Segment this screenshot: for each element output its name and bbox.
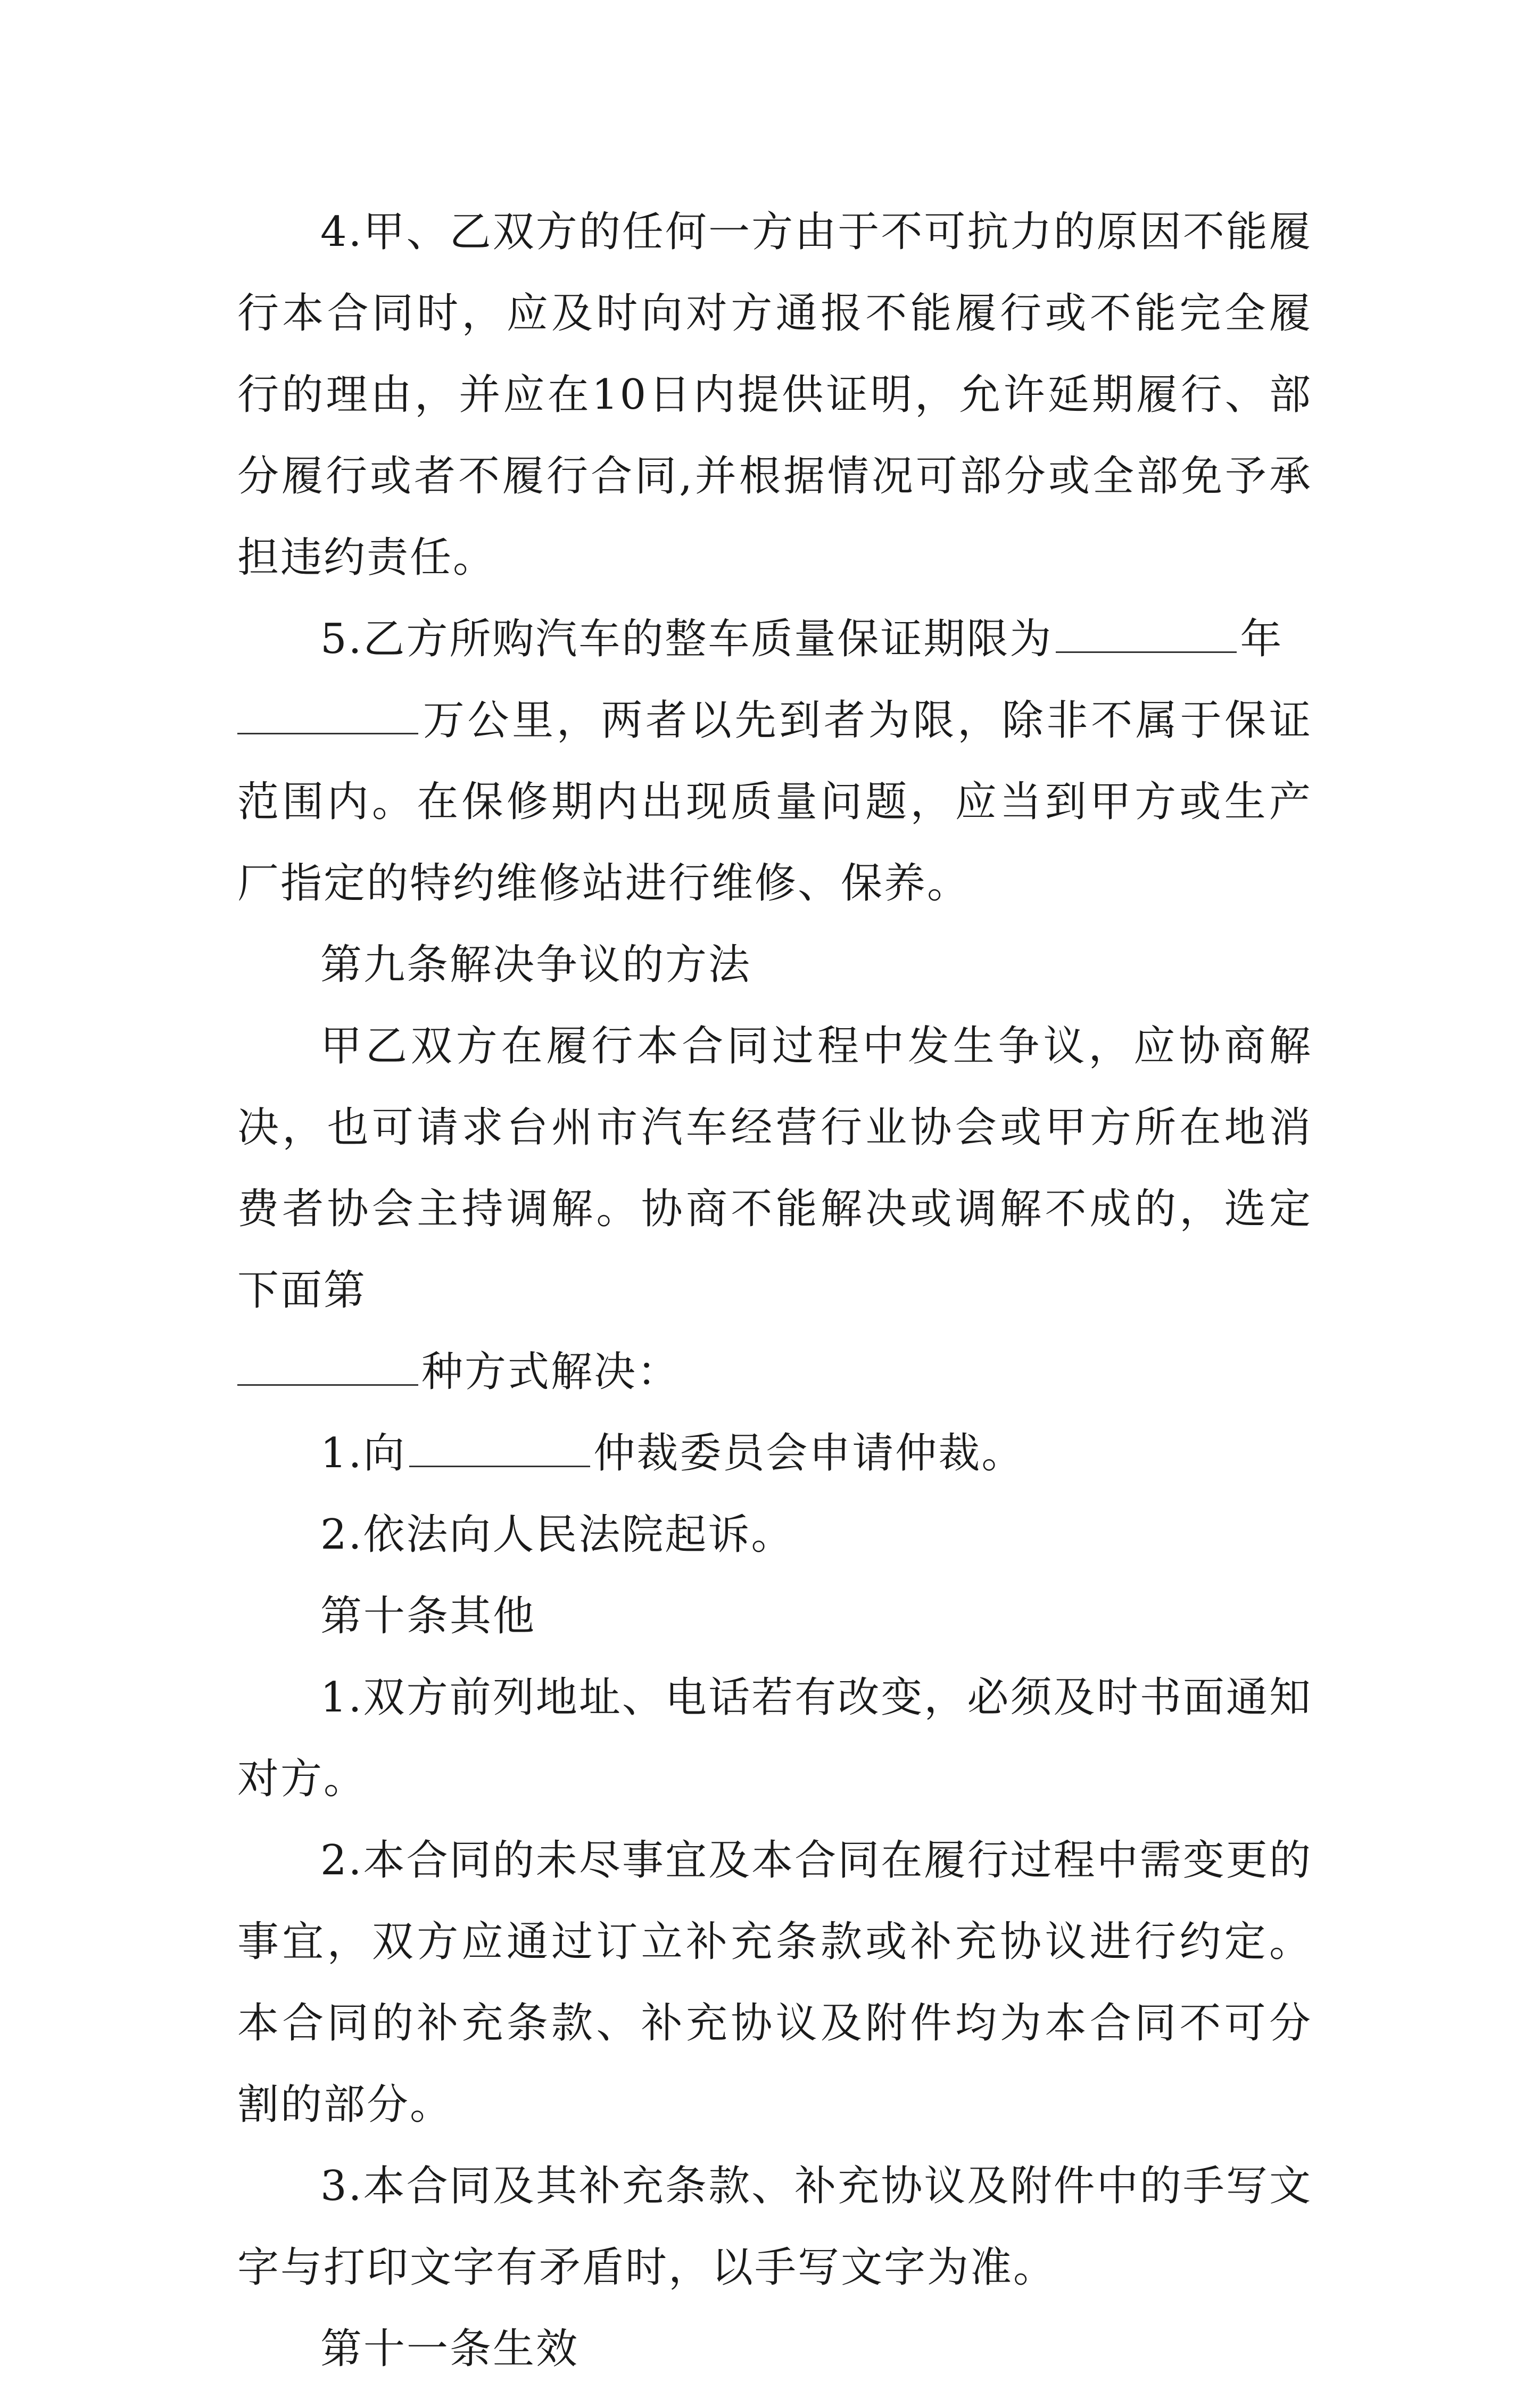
- paragraph-text: 1.双方前列地址、电话若有改变，必须及时书面通知对方。: [237, 1674, 1312, 1803]
- paragraph-arbitration: [237, 1413, 1312, 1494]
- paragraph-text: 种方式解决：: [421, 1348, 681, 1396]
- document-body: [237, 192, 1312, 2390]
- paragraph-court: [237, 1494, 1312, 1576]
- paragraph-text: 3.本合同及其补充条款、补充协议及附件中的手写文字与打印文字有矛盾时，以手写文字为准。: [237, 2162, 1312, 2292]
- paragraph-dispute: [237, 1006, 1312, 1413]
- heading-text: 第十一条生效: [320, 2325, 579, 2373]
- heading-text: 第十条其他: [320, 1592, 536, 1640]
- paragraph-text: 仲裁委员会申请仲裁。: [593, 1429, 1025, 1477]
- section-heading-11: [237, 2309, 1312, 2390]
- paragraph-text: 万公里，两者以先到者为限，除非不属于保证范围内。在保修期内出现质量问题，应当到甲方或生产厂指定的特约维修站进行维修、保养。: [237, 697, 1312, 907]
- section-heading-10: [237, 1576, 1312, 1657]
- paragraph-text: 年: [1240, 615, 1284, 663]
- paragraph-text: 1.向: [320, 1429, 407, 1477]
- paragraph-address-change: [237, 1657, 1312, 1820]
- paragraph-text: 2.本合同的未尽事宜及本合同在履行过程中需变更的事宜，双方应通过订立补充条款或补充协议进行约定。本合同的补充条款、补充协议及附件均为本合同不可分割的部分。: [237, 1837, 1312, 2129]
- heading-text: 第九条解决争议的方法: [320, 941, 752, 989]
- paragraph-text: 甲乙双方在履行本合同过程中发生争议，应协商解决，也可请求台州市汽车经营行业协会或甲方所在地消费者协会主持调解。协商不能解决或调解不成的，选定下面第: [237, 1022, 1312, 1314]
- blank-dispute-method[interactable]: [237, 1347, 418, 1386]
- blank-warranty-years[interactable]: [1056, 614, 1237, 653]
- paragraph-handwritten: [237, 2146, 1312, 2309]
- paragraph-supplement: [237, 1820, 1312, 2146]
- paragraph-text: 4.甲、乙双方的任何一方由于不可抗力的原因不能履行本合同时，应及时向对方通报不能履行或不能完全履行的理由，并应在10日内提供证明，允许延期履行、部分履行或者不履行合同,并根据情况可部分或全部免予承担违约责任。: [237, 208, 1312, 582]
- blank-arbitration-committee[interactable]: [409, 1428, 590, 1467]
- paragraph-force-majeure: [237, 192, 1312, 599]
- paragraph-text: 2.依法向人民法院起诉。: [320, 1511, 794, 1559]
- paragraph-warranty: [237, 599, 1312, 924]
- blank-warranty-km[interactable]: [237, 696, 418, 734]
- section-heading-9: [237, 924, 1312, 1006]
- paragraph-text: 5.乙方所购汽车的整车质量保证期限为: [320, 615, 1053, 663]
